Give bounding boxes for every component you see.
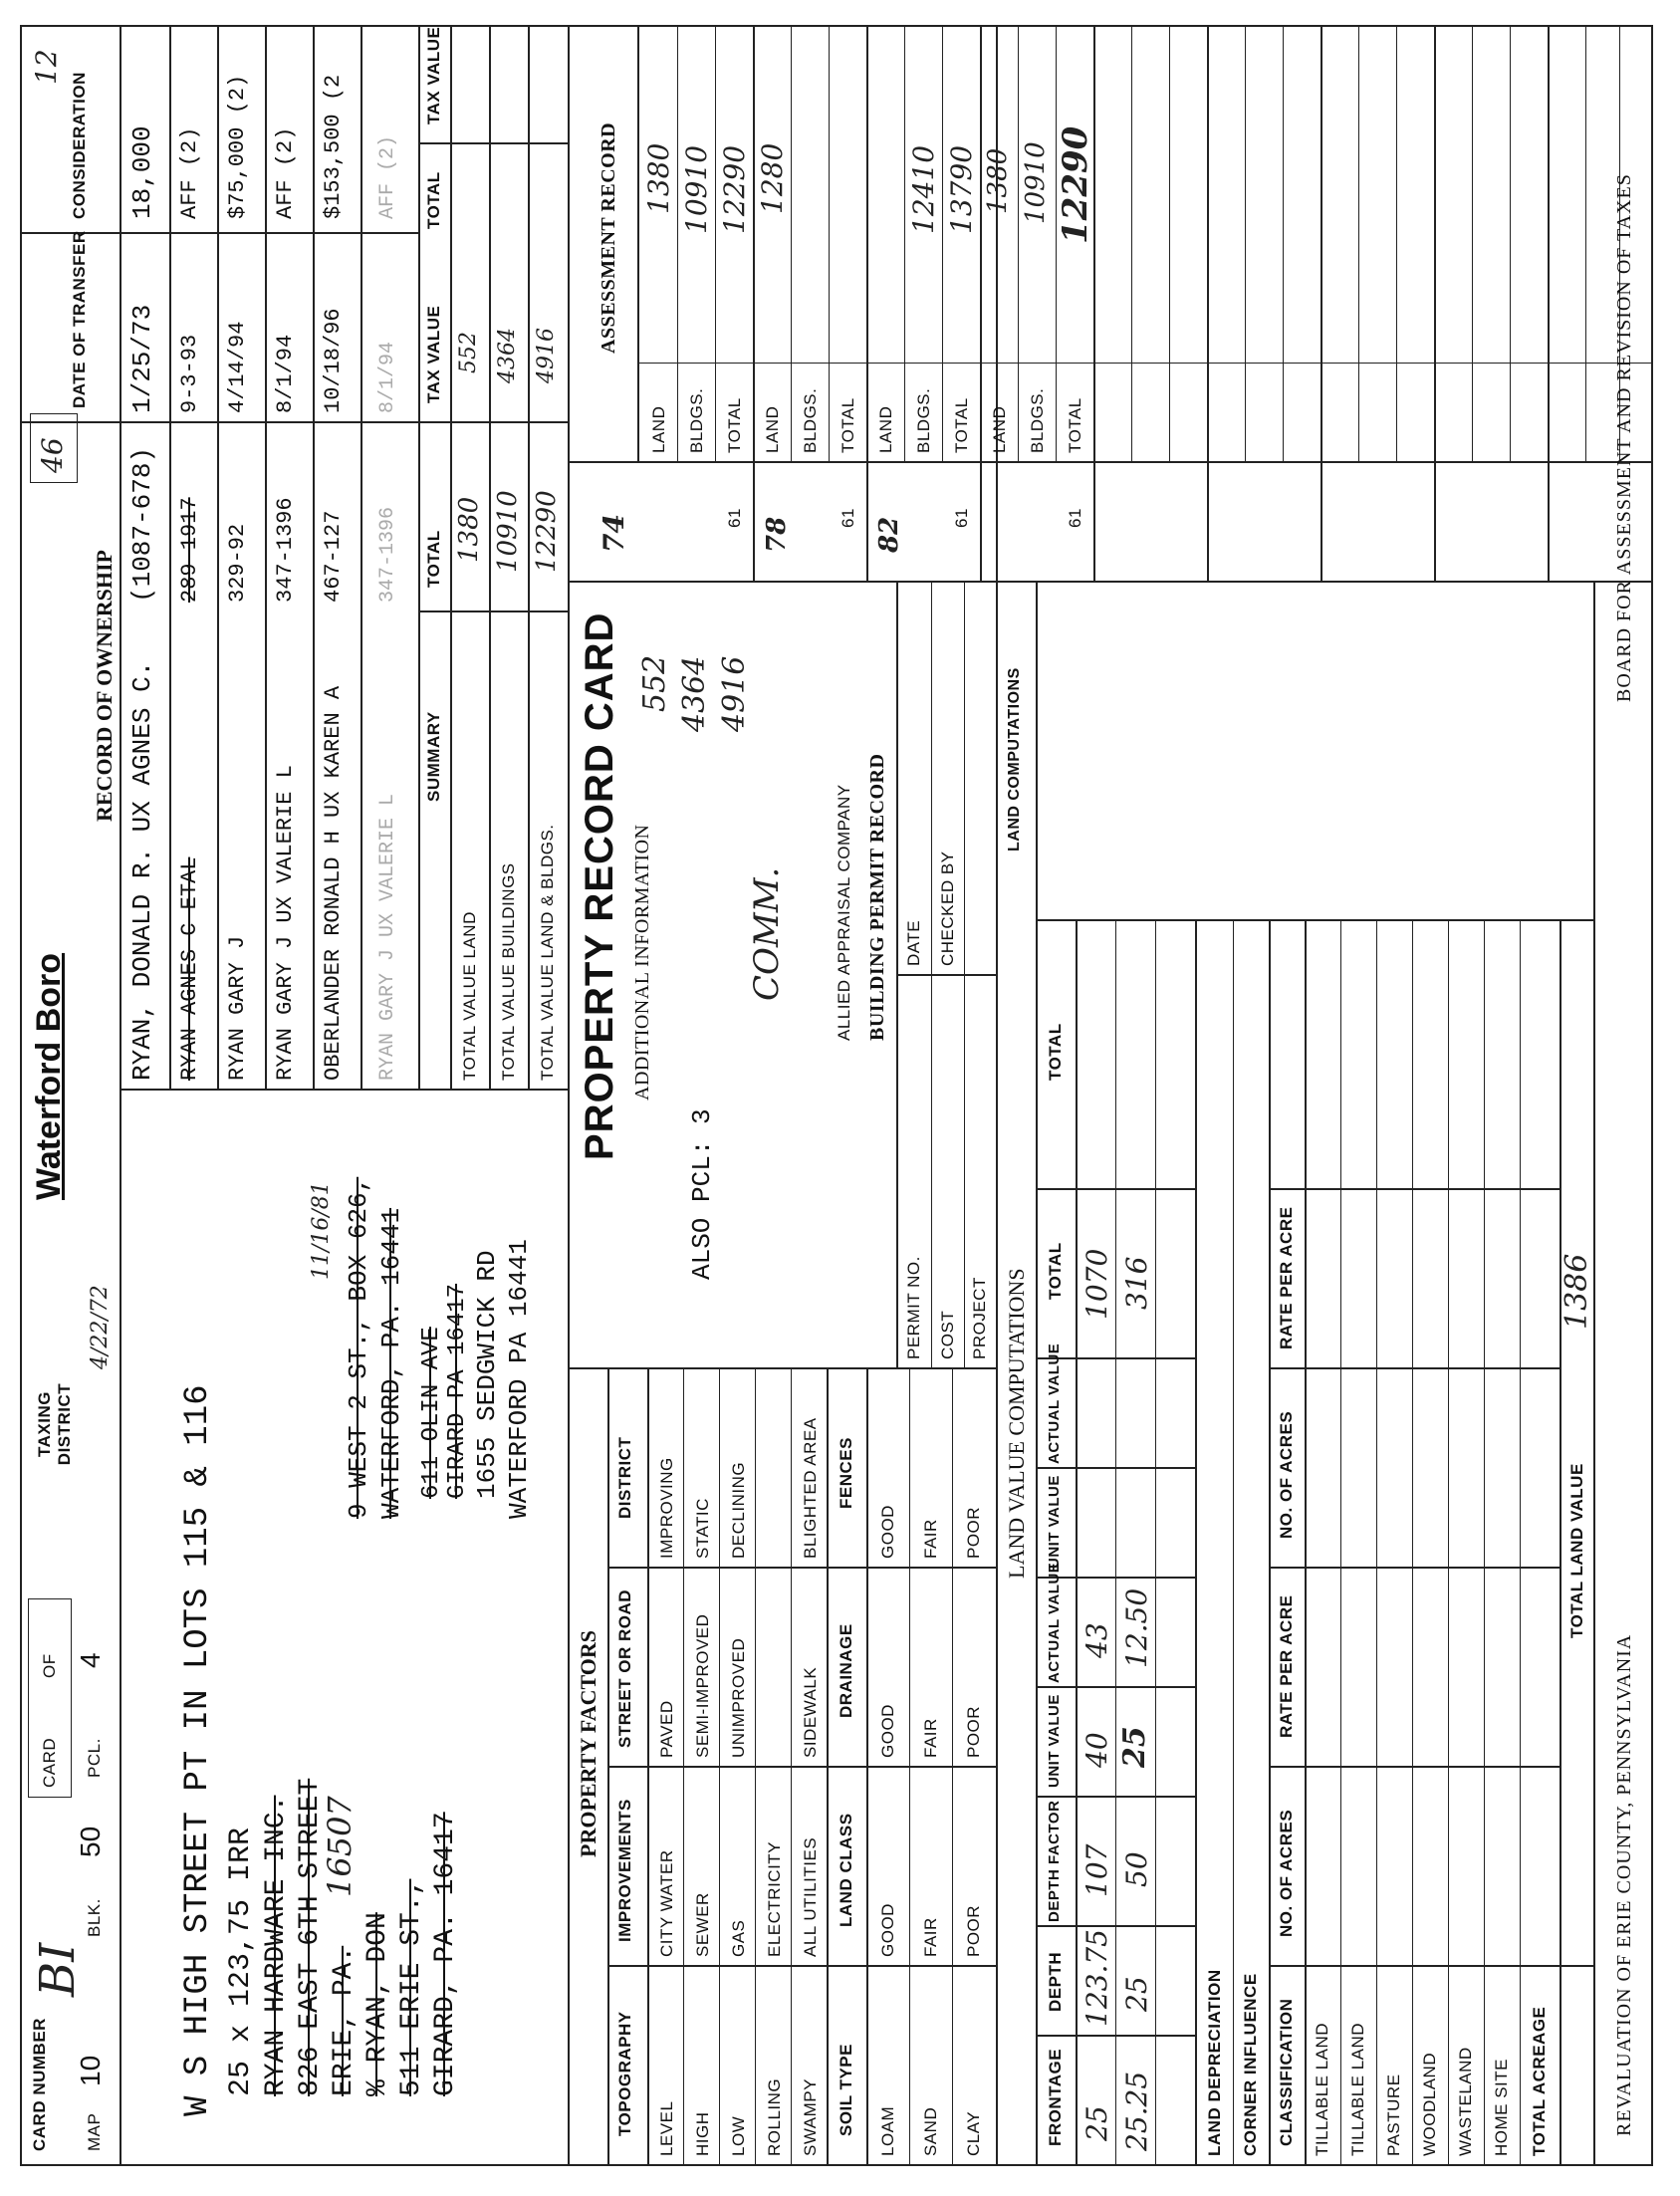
- land-computations-label: LAND COMPUTATIONS: [1006, 667, 1023, 852]
- factors-h0: [607, 1369, 609, 2166]
- blk-label: BLK.: [85, 1898, 104, 1937]
- e10: [1472, 25, 1473, 463]
- lv-head-total2: TOTAL: [1046, 1023, 1065, 1081]
- class-head-1: NO. OF ACRES: [1277, 1809, 1296, 1937]
- own-1-date: 9-3-93: [177, 334, 202, 413]
- upper-lower-divider: [568, 25, 570, 2166]
- e12: [1548, 25, 1550, 583]
- lc-1: FAIR: [921, 1917, 940, 1957]
- cl-h1: [1340, 921, 1341, 2166]
- own-5-consideration: AFF (2): [376, 134, 399, 219]
- assess-0-b-label: BLDGS.: [687, 387, 706, 453]
- dr-2: POOR: [964, 1705, 983, 1758]
- lv-0-factor: 107: [1080, 1843, 1113, 1897]
- impr-1: SEWER: [693, 1892, 712, 1957]
- lower-current-1: WATERFORD PA 16441: [504, 1239, 534, 1519]
- assess-0-prefix: 61: [725, 508, 744, 528]
- class-head-4: RATE PER ACRE: [1277, 1206, 1296, 1349]
- fences-header: FENCES: [837, 1437, 855, 1509]
- assess-2-land: 12410: [907, 144, 940, 234]
- permit-checked: CHECKED BY: [938, 851, 957, 966]
- assess-1-prefix: 61: [839, 508, 857, 528]
- own-1-deed: 289-1917: [177, 497, 202, 603]
- own-h6: [418, 25, 420, 1091]
- topography-header: TOPOGRAPHY: [615, 2011, 634, 2136]
- fr-h4: [791, 1369, 792, 2166]
- e6: [1320, 25, 1322, 583]
- district-header: DISTRICT: [615, 1436, 634, 1519]
- cl-h3: [1412, 921, 1413, 2166]
- topo-2: LOW: [729, 2115, 748, 2156]
- assess-1-year: 78: [762, 516, 792, 553]
- a3h3: [1093, 25, 1095, 583]
- dr-0: GOOD: [878, 1704, 897, 1758]
- middle-struck-0: 9 WEST 2 ST., BOX 626,: [344, 1176, 373, 1519]
- own-5-owner: RYAN GARY J UX VALERIE L: [376, 793, 399, 1081]
- sum-h1: [450, 25, 452, 1091]
- a2h1: [904, 25, 905, 463]
- impr-4: ALL UTILITIES: [801, 1836, 820, 1957]
- a1h3: [866, 25, 868, 583]
- assess-0-t-label: TOTAL: [725, 397, 744, 453]
- e5: [1283, 25, 1284, 463]
- own-h0: [120, 25, 121, 1091]
- sum-1-label: TOTAL VALUE BUILDINGS: [499, 862, 518, 1081]
- assess-2-t-label: TOTAL: [952, 397, 971, 453]
- card-number-label: CARD NUMBER: [30, 2018, 49, 2151]
- impr-2: GAS: [729, 1919, 748, 1957]
- class-head-2: RATE PER ACRE: [1277, 1594, 1296, 1738]
- impr-3: ELECTRICITY: [765, 1840, 784, 1957]
- own-5-deed: 347-1396: [376, 506, 399, 603]
- cl-v2: [1269, 1766, 1560, 1768]
- street-2: UNIMPROVED: [729, 1637, 748, 1758]
- sum-1-tax: 4364: [495, 328, 520, 383]
- permit-title: BUILDING PERMIT RECORD: [866, 753, 888, 1041]
- assess-3-total: 12290: [1056, 125, 1095, 244]
- fr-h6: [866, 1369, 868, 2166]
- lower-struck-0: 611 OLIN AVE: [418, 1327, 445, 1499]
- class-head-3: NO. OF ACRES: [1277, 1410, 1296, 1539]
- assess-1-land: 1280: [756, 142, 789, 214]
- fr-h7: [909, 1369, 910, 2166]
- lv-head-factor: DEPTH FACTOR: [1046, 1800, 1063, 1922]
- card-number-hand: BI: [30, 1942, 86, 1997]
- class-5: HOME SITE: [1492, 2058, 1511, 2156]
- lc-0: GOOD: [878, 1903, 897, 1957]
- lv-h5: [1233, 921, 1234, 2166]
- cl-v4: [1269, 1367, 1560, 1369]
- sum-h3: [528, 25, 530, 1091]
- district-0: IMPROVING: [657, 1457, 676, 1559]
- assess-3-l-label: LAND: [990, 405, 1009, 453]
- soil-2: CLAY: [964, 2110, 983, 2156]
- own-0-consideration: 18,000: [127, 125, 157, 219]
- a1h2: [829, 25, 830, 463]
- assess-v2: [637, 363, 1653, 364]
- comm-hand: COMM.: [747, 866, 787, 1001]
- lower-current-0: 1655 SEDGWICK RD: [472, 1250, 502, 1499]
- total-acreage: TOTAL ACREAGE: [1530, 2006, 1549, 2156]
- own-h3: [265, 25, 267, 1091]
- additional-info-label: ADDITIONAL INFORMATION: [631, 824, 653, 1100]
- addr-struck-3: % RYAN, DON: [362, 1912, 393, 2096]
- own-4-consideration: $153,500 (2: [321, 74, 346, 219]
- a0h2: [715, 25, 716, 463]
- assess-3-land: 1380: [983, 147, 1013, 214]
- fe-0: GOOD: [878, 1505, 897, 1559]
- topo-4: SWAMPY: [801, 2078, 820, 2156]
- map-value: 10: [75, 2055, 106, 2086]
- taxing-district-label: TAXING DISTRICT: [35, 1382, 74, 1466]
- assess-left-border: [568, 581, 1653, 583]
- sum-0-tax: 552: [456, 332, 481, 373]
- street-header: STREET OR ROAD: [615, 1588, 634, 1748]
- total-land-value: TOTAL LAND VALUE: [1567, 1463, 1586, 1638]
- assess-0-total: 12290: [718, 144, 751, 234]
- lv-0-actual: 43: [1080, 1622, 1113, 1658]
- assess-2-total: 13790: [945, 144, 978, 234]
- corner-number: 12: [30, 49, 63, 85]
- addr-struck-4: 511 ERIE ST.,: [396, 1878, 427, 2096]
- impr-0: CITY WATER: [657, 1849, 676, 1957]
- lv-1-total: 316: [1120, 1256, 1153, 1310]
- date-header: DATE OF TRANSFER: [70, 230, 89, 408]
- cl-h6: [1520, 921, 1521, 2166]
- class-1: TILLABLE LAND: [1348, 2022, 1367, 2156]
- lv-0-depth: 123.75: [1080, 1929, 1113, 2027]
- consideration-header: CONSIDERATION: [70, 72, 89, 219]
- permit-no: PERMIT NO.: [904, 1256, 923, 1359]
- sum-v3: [418, 142, 568, 144]
- sum-v1: [418, 610, 568, 612]
- assess-0-bldgs: 10910: [680, 144, 713, 234]
- own-3-deed: 347-1396: [273, 497, 298, 603]
- cl-v5: [1269, 1188, 1560, 1190]
- own-2-deed: 329-92: [225, 523, 250, 603]
- cl-h2: [1376, 921, 1377, 2166]
- e1: [1131, 25, 1132, 463]
- district-name: Waterford Boro: [30, 952, 68, 1200]
- lv-head-unit2: UNIT VALUE: [1046, 1475, 1063, 1569]
- factors-v1: [607, 1965, 996, 1967]
- assess-1-b-label: BLDGS.: [801, 387, 820, 453]
- lv-1-factor: 50: [1120, 1851, 1153, 1887]
- sum-2-label: TOTAL VALUE LAND & BLDGS.: [538, 824, 557, 1081]
- lv-h6: [1269, 921, 1271, 2166]
- add-hand-2: 4916: [717, 655, 752, 732]
- lv-v9: [1036, 919, 1593, 921]
- sum-0-total: 1380: [454, 496, 484, 563]
- own-h4: [313, 25, 315, 1091]
- e3: [1207, 25, 1209, 583]
- cl-v1: [1269, 1965, 1593, 1967]
- assess-1-t-label: TOTAL: [839, 397, 857, 453]
- class-2: PASTURE: [1384, 2074, 1403, 2156]
- top-section-divider: [120, 1089, 568, 1091]
- own-3-consideration: AFF (2): [273, 126, 298, 219]
- land-class-header: LAND CLASS: [837, 1813, 855, 1927]
- land-depreciation: LAND DEPRECIATION: [1205, 1969, 1224, 2156]
- a0h1: [677, 25, 678, 463]
- summary-total2-header: TOTAL: [424, 171, 443, 229]
- card-label: CARD: [40, 1737, 59, 1788]
- street-0: PAVED: [657, 1700, 676, 1758]
- assess-3-prefix: 61: [1066, 508, 1084, 528]
- own-1-consideration: AFF (2): [177, 126, 202, 219]
- summary-title: SUMMARY: [424, 711, 443, 802]
- summary-tax2-header: TAX VALUE: [424, 26, 443, 124]
- fr-h5: [827, 1369, 829, 2166]
- sum-2-total: 12290: [532, 490, 562, 573]
- permit-h2: [964, 583, 965, 1369]
- own-3-date: 8/1/94: [273, 334, 298, 413]
- of-label: OF: [40, 1653, 59, 1678]
- lc-2: POOR: [964, 1904, 983, 1957]
- soil-0: LOAM: [878, 2105, 897, 2156]
- e2: [1169, 25, 1170, 463]
- cl-h0: [1305, 921, 1307, 2166]
- assess-0-land: 1380: [642, 142, 675, 214]
- assess-2-prefix: 61: [952, 508, 971, 528]
- own-0-deed: (1087-678): [127, 446, 157, 603]
- street-1: SEMI-IMPROVED: [693, 1613, 712, 1758]
- own-h5: [360, 25, 362, 1091]
- lv-1-depth: 25: [1120, 1976, 1153, 2012]
- e11: [1510, 25, 1511, 463]
- summary-total-header: TOTAL: [424, 530, 443, 588]
- street-4: SIDEWALK: [801, 1666, 820, 1758]
- district-4: BLIGHTED AREA: [801, 1417, 820, 1559]
- lv-h3: [1155, 921, 1156, 2166]
- sum-2-tax: 4916: [534, 328, 559, 383]
- fr-h2: [719, 1369, 720, 2166]
- lv-h4: [1195, 921, 1197, 2166]
- permit-h1: [931, 583, 932, 1369]
- topo-3: ROLLING: [765, 2077, 784, 2156]
- lv-0-total: 1070: [1080, 1248, 1113, 1320]
- own-h1: [169, 25, 171, 1091]
- district-1: STATIC: [693, 1498, 712, 1559]
- lower-struck-1: GIRARD PA 16417: [444, 1283, 471, 1499]
- fe-1: FAIR: [921, 1519, 940, 1559]
- footer-right: BOARD FOR ASSESSMENT AND REVISION OF TAXES: [1613, 173, 1635, 702]
- fe-2: POOR: [964, 1506, 983, 1559]
- a2h3: [980, 25, 982, 583]
- own-5-date: 8/1/94: [376, 341, 399, 413]
- own-2-date: 4/14/94: [225, 321, 250, 413]
- corner-influence: CORNER INFLUENCE: [1241, 1973, 1260, 2156]
- assess-0-l-label: LAND: [649, 405, 668, 453]
- a1h1: [791, 25, 792, 463]
- soil-header: SOIL TYPE: [837, 2044, 855, 2136]
- lv-head-total: TOTAL: [1046, 1242, 1065, 1300]
- assess-0-year: 74: [598, 514, 630, 553]
- sum-v2: [418, 421, 568, 423]
- lv-h1: [1076, 921, 1078, 2166]
- cl-v3: [1269, 1567, 1560, 1569]
- e9: [1434, 25, 1436, 583]
- e8: [1396, 25, 1397, 463]
- add-hand-0: 552: [637, 654, 672, 712]
- cl-h5: [1484, 921, 1485, 2166]
- own-3-owner: RYAN GARY J UX VALERIE L: [273, 765, 298, 1081]
- drainage-header: DRAINAGE: [837, 1623, 855, 1718]
- addr-struck-1: 826 EAST 6TH STREET: [295, 1778, 326, 2096]
- fr-h1: [683, 1369, 684, 2166]
- lv-0-unit: 40: [1080, 1732, 1113, 1768]
- lv-h2: [1115, 921, 1116, 2166]
- topo-1: HIGH: [693, 2111, 712, 2156]
- own-2-consideration: $75,000 (2): [225, 74, 250, 219]
- lv-1-actual: 12.50: [1120, 1587, 1153, 1668]
- lv-head-unit: UNIT VALUE: [1046, 1694, 1063, 1788]
- soil-1: SAND: [921, 2106, 940, 2156]
- factors-h1: [647, 1369, 649, 2166]
- fr-h3: [755, 1369, 756, 2166]
- lv-head-actual: ACTUAL VALUE: [1046, 1562, 1063, 1683]
- addr-struck-2: ERIE, PA.: [329, 1945, 360, 2096]
- pcl-value: 4: [75, 1652, 106, 1668]
- also-pcl: ALSO PCL: 3: [687, 1108, 717, 1280]
- class-4: WASTELAND: [1456, 2047, 1475, 2156]
- class-3: WOODLAND: [1420, 2052, 1439, 2156]
- factors-v3: [607, 1567, 996, 1569]
- land-value-title: LAND VALUE COMPUTATIONS: [1004, 1268, 1029, 1579]
- assess-1-l-label: LAND: [763, 405, 782, 453]
- permit-h0: [896, 583, 898, 1369]
- own-4-date: 10/18/96: [321, 308, 346, 413]
- map-label: MAP: [85, 2112, 104, 2151]
- pcl-label: PCL.: [85, 1738, 104, 1778]
- sum-0-label: TOTAL VALUE LAND: [460, 911, 479, 1081]
- own-4-owner: OBERLANDER RONALD H UX KAREN A: [321, 685, 346, 1081]
- dr-1: FAIR: [921, 1718, 940, 1758]
- footer-left: REVALUATION OF ERIE COUNTY, PENNSYLVANIA: [1613, 1633, 1635, 2136]
- assess-3-t-label: TOTAL: [1066, 397, 1084, 453]
- blk-value: 50: [75, 1826, 106, 1857]
- own-v1: [20, 421, 418, 423]
- factors-title: PROPERTY FACTORS: [576, 1629, 600, 1857]
- district-2: DECLINING: [729, 1461, 748, 1559]
- sum-h2: [489, 25, 491, 1091]
- permit-v1: [896, 974, 996, 976]
- topo-0: LEVEL: [657, 2100, 676, 2156]
- improvements-header: IMPROVEMENTS: [615, 1799, 634, 1942]
- e13: [1585, 25, 1586, 463]
- own-4-deed: 467-127: [321, 510, 346, 603]
- assess-h-top: [637, 25, 639, 463]
- lv-head-actual2: ACTUAL VALUE: [1046, 1342, 1063, 1464]
- legal-line-2: 25 x 123,75 IRR: [224, 1827, 258, 2096]
- addr-zip-hand: 16507: [321, 1796, 359, 1897]
- cl-h4: [1448, 921, 1449, 2166]
- permit-date: DATE: [904, 919, 923, 966]
- e7: [1358, 25, 1359, 463]
- cl-h7: [1560, 921, 1561, 2166]
- lv-1-unit: 25: [1117, 1726, 1152, 1768]
- lv-1-frontage: 25.25: [1120, 2071, 1153, 2151]
- lv-head-depth: DEPTH: [1046, 1951, 1065, 2012]
- own-0-owner: RYAN, DONALD R. UX AGNES C.: [127, 660, 157, 1081]
- summary-tax-header: TAX VALUE: [424, 305, 443, 403]
- company-name: ALLIED APPRAISAL COMPANY: [835, 784, 853, 1041]
- header-date-hand: 4/22/72: [88, 1285, 113, 1369]
- own-h2: [217, 25, 219, 1091]
- page-box-value: 46: [36, 437, 69, 473]
- assess-3-b-label: BLDGS.: [1028, 387, 1047, 453]
- permit-cost: COST: [938, 1310, 957, 1359]
- assess-2-year: 82: [874, 516, 904, 553]
- assessment-title: ASSESSMENT RECORD: [598, 122, 619, 354]
- own-0-date: 1/25/73: [127, 304, 157, 413]
- e4: [1245, 25, 1246, 463]
- add-hand-1: 4364: [677, 655, 712, 732]
- a3h1: [1018, 25, 1019, 463]
- a3h2: [1056, 25, 1057, 463]
- lv-0-frontage: 25: [1080, 2105, 1113, 2141]
- addr-struck-5: GIRARD, PA. 16417: [430, 1812, 461, 2096]
- lv-bottom: [1593, 583, 1595, 2166]
- factors-v2: [607, 1766, 996, 1768]
- class-0: TILLABLE LAND: [1313, 2022, 1331, 2156]
- a2h2: [942, 25, 943, 463]
- a0h3: [753, 25, 755, 583]
- own-2-owner: RYAN GARY J: [225, 935, 250, 1081]
- middle-hand-date: 11/16/81: [309, 1181, 334, 1280]
- permit-project: PROJECT: [970, 1277, 989, 1359]
- assess-v1: [568, 461, 1653, 463]
- ownership-title: RECORD OF OWNERSHIP: [92, 550, 117, 822]
- own-1-owner: RYAN AGNES C ETAL: [177, 856, 202, 1081]
- total-land-hand: 1386: [1560, 1253, 1594, 1330]
- addr-struck-0: RYAN HARDWARE INC.: [261, 1795, 292, 2096]
- sum-1-total: 10910: [493, 490, 523, 573]
- legal-line-1: W S HIGH STREET PT IN LOTS 115 & 116: [179, 1384, 217, 2116]
- class-head-0: CLASSIFICATION: [1277, 1998, 1296, 2146]
- middle-struck-1: WATERFORD, PA. 16441: [376, 1207, 406, 1519]
- assess-3-bldgs: 10910: [1021, 141, 1051, 224]
- assess-2-l-label: LAND: [876, 405, 895, 453]
- factors-bottom: [996, 25, 998, 2166]
- lv-h0: [1036, 583, 1038, 2166]
- record-card-title: PROPERTY RECORD CARD: [578, 611, 621, 1160]
- fr-h8: [952, 1369, 953, 2166]
- lv-head-frontage: FRONTAGE: [1046, 2048, 1065, 2146]
- assess-2-b-label: BLDGS.: [914, 387, 933, 453]
